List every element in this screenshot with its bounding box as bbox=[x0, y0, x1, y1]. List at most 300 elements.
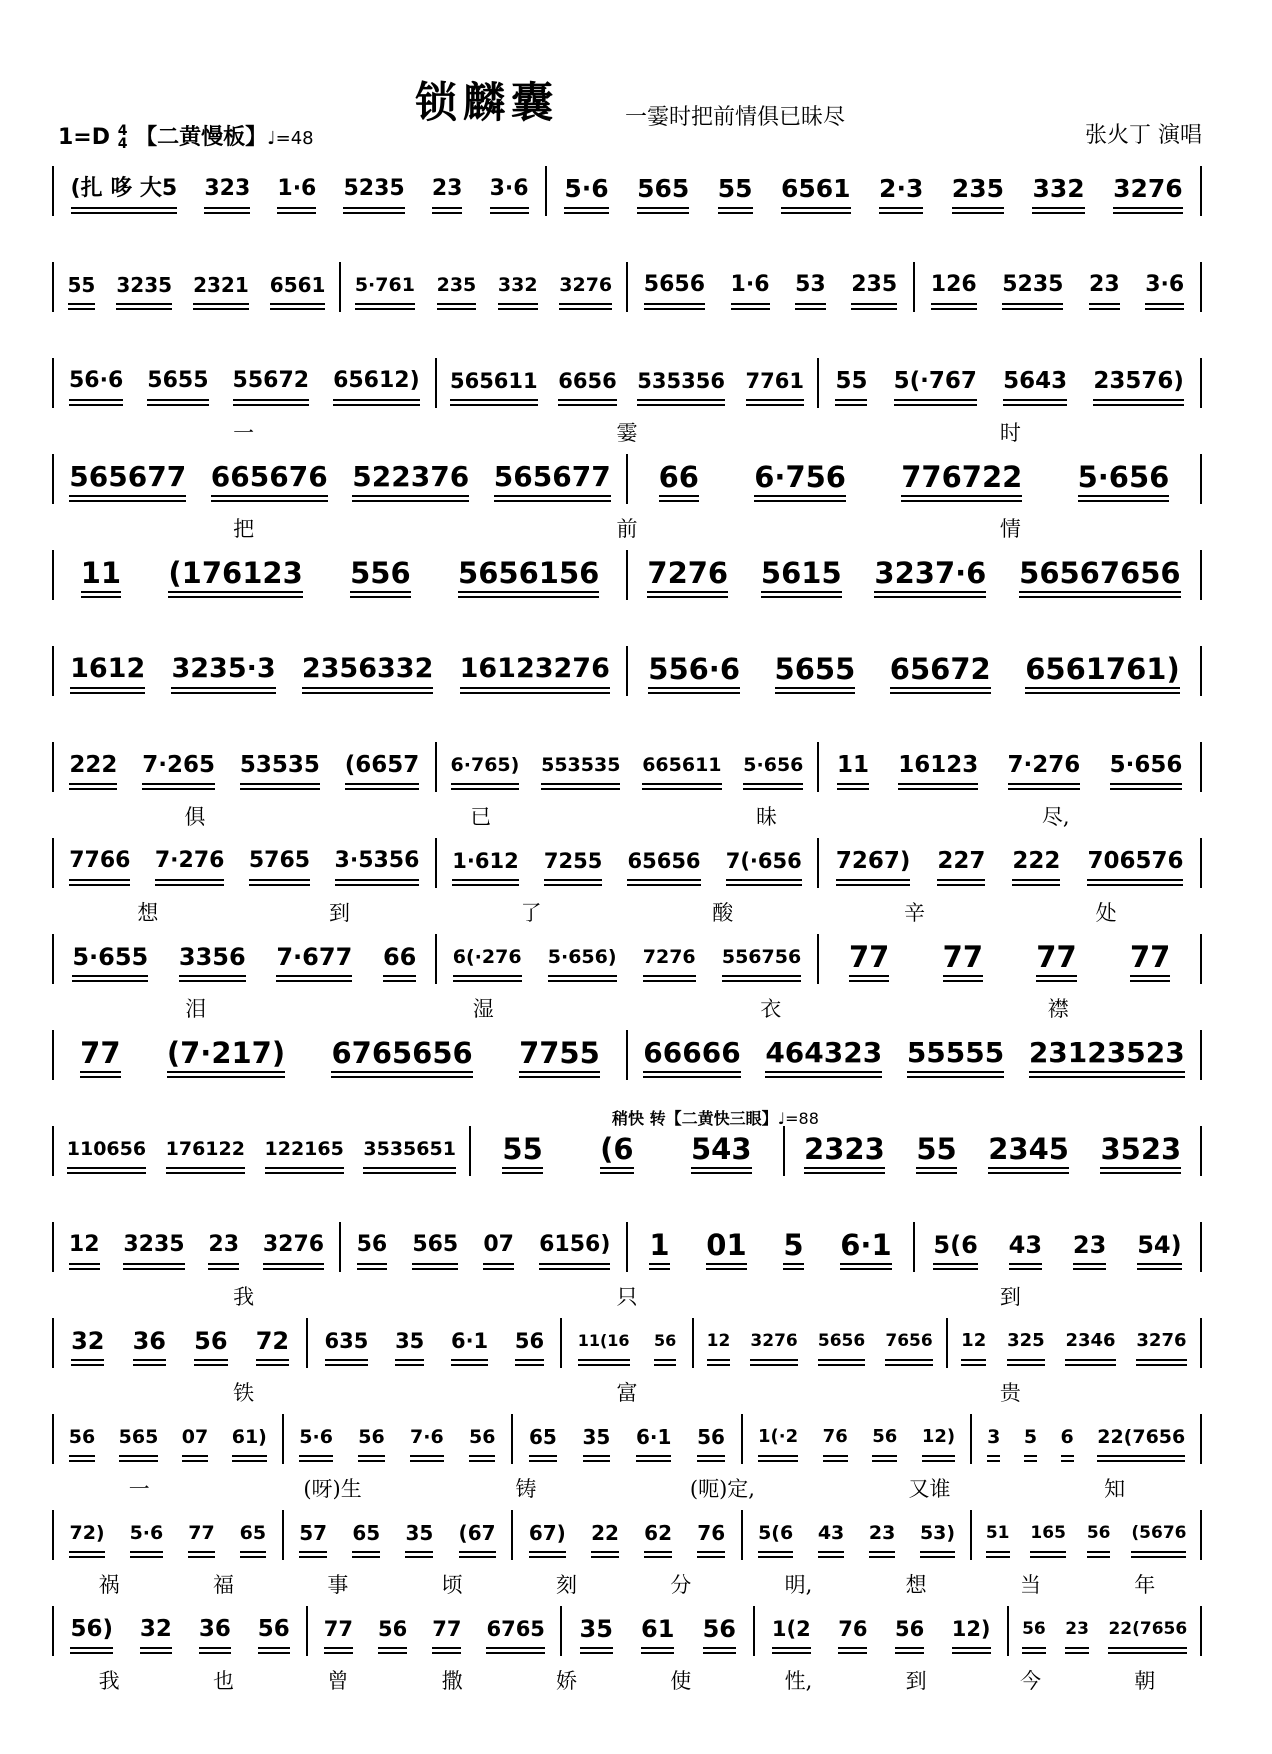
note-beat: 16123276 bbox=[460, 654, 610, 689]
note-beat: 3523 bbox=[1100, 1134, 1181, 1169]
note-beat: 3276 bbox=[750, 1326, 797, 1361]
lyric-line bbox=[52, 1474, 1202, 1502]
note-beat: 77 bbox=[432, 1614, 461, 1649]
note-beat: 3276 bbox=[263, 1230, 324, 1265]
note-beat: 36 bbox=[199, 1614, 231, 1649]
note-beat: 5765 bbox=[249, 846, 310, 881]
note-beat: 3535651 bbox=[363, 1134, 456, 1169]
note-beat: 65 bbox=[352, 1518, 380, 1553]
note-beat: 22 bbox=[591, 1518, 619, 1553]
measure bbox=[54, 454, 626, 504]
note-beat: 3·6 bbox=[1145, 270, 1184, 305]
note-beat: 61 bbox=[641, 1614, 674, 1649]
note-beat: 1(·2 bbox=[758, 1422, 798, 1457]
score-system bbox=[52, 928, 1202, 1024]
lyric-syllable: 贵 bbox=[999, 1381, 1021, 1405]
lyric-line bbox=[52, 514, 1202, 542]
measure bbox=[339, 262, 626, 312]
score-system bbox=[52, 1504, 1202, 1600]
note-beat: 57 bbox=[299, 1518, 327, 1553]
note-beat: 464323 bbox=[765, 1038, 882, 1073]
note-beat: 6561 bbox=[781, 174, 851, 209]
note-beat: 53 bbox=[795, 270, 826, 305]
note-beat: 77 bbox=[324, 1614, 353, 1649]
mode-label: 【二黄慢板】 bbox=[135, 125, 268, 150]
lyric-syllable: 娇 bbox=[555, 1669, 577, 1693]
note-beat: 12 bbox=[69, 1230, 100, 1265]
note-beat: 3·5356 bbox=[335, 846, 420, 881]
measure bbox=[913, 1222, 1200, 1272]
note-beat: 77 bbox=[849, 942, 889, 977]
note-beat: 6·1 bbox=[451, 1326, 488, 1361]
lyric-syllable: 分 bbox=[670, 1573, 692, 1597]
note-beat: 332 bbox=[498, 270, 538, 305]
lyric-syllable: 知 bbox=[1104, 1477, 1126, 1501]
note-beat: 7267) bbox=[836, 846, 911, 881]
note-beat: 7255 bbox=[544, 846, 602, 881]
score-system bbox=[52, 1216, 1202, 1312]
tempo-marking: ♩=48 bbox=[267, 128, 314, 149]
note-beat: 53) bbox=[920, 1518, 955, 1553]
note-beat: 556 bbox=[350, 558, 411, 593]
measure bbox=[913, 262, 1200, 312]
measure bbox=[54, 1222, 339, 1272]
note-beat: 77 bbox=[80, 1038, 120, 1073]
note-beat: 7·6 bbox=[410, 1422, 444, 1457]
note-beat: 7656 bbox=[885, 1326, 932, 1361]
measure bbox=[54, 1510, 282, 1560]
note-beat: 32 bbox=[140, 1614, 172, 1649]
note-beat: 66666 bbox=[643, 1038, 740, 1073]
note-beat: 76 bbox=[838, 1614, 867, 1649]
note-beat: (6 bbox=[600, 1134, 633, 1169]
lyric-syllable: 襟 bbox=[1047, 997, 1069, 1021]
note-beat: 67) bbox=[529, 1518, 566, 1553]
note-beat: 565 bbox=[119, 1422, 159, 1457]
measure bbox=[970, 1414, 1200, 1464]
note-beat: 3·6 bbox=[490, 174, 529, 209]
lyric-syllable: 使 bbox=[670, 1669, 692, 1693]
score-system bbox=[52, 544, 1202, 640]
note-beat: 2356332 bbox=[302, 654, 434, 689]
measure bbox=[54, 742, 435, 792]
lyric-syllable: 湿 bbox=[472, 997, 494, 1021]
note-beat: 1 bbox=[649, 1230, 669, 1265]
note-beat: 565677 bbox=[69, 462, 186, 497]
lyric-syllable: 事 bbox=[327, 1573, 349, 1597]
note-beat: 07 bbox=[483, 1230, 514, 1265]
note-beat: 36 bbox=[133, 1326, 166, 1361]
note-beat: 56 bbox=[515, 1326, 544, 1361]
note-beat: 66 bbox=[383, 942, 416, 977]
note-beat: 7·265 bbox=[142, 750, 215, 785]
note-beat: 5 bbox=[1024, 1422, 1037, 1457]
measure bbox=[626, 1222, 913, 1272]
note-beat: 43 bbox=[1009, 1230, 1042, 1265]
note-beat: 35 bbox=[395, 1326, 424, 1361]
note-beat: 23123523 bbox=[1029, 1038, 1185, 1073]
score-system bbox=[52, 256, 1202, 352]
measure bbox=[741, 1414, 971, 1464]
note-beat: 3235·3 bbox=[171, 654, 275, 689]
lyric-syllable: 铁 bbox=[233, 1381, 255, 1405]
lyric-line bbox=[52, 418, 1202, 446]
note-beat: 332 bbox=[1032, 174, 1084, 209]
music-staff bbox=[52, 1126, 1202, 1176]
note-beat: (6657 bbox=[345, 750, 420, 785]
lyric-syllable: 俱 bbox=[184, 805, 206, 829]
lyric-syllable: (呀)生 bbox=[303, 1477, 362, 1501]
lyric-line bbox=[52, 1282, 1202, 1310]
tempo-change-value: ♩=88 bbox=[777, 1109, 819, 1128]
note-beat: 235 bbox=[437, 270, 477, 305]
note-beat: 5643 bbox=[1003, 366, 1067, 401]
note-beat: 22(7656 bbox=[1108, 1614, 1187, 1649]
note-beat: 56) bbox=[70, 1614, 113, 1649]
note-beat: 35 bbox=[580, 1614, 613, 1649]
measure bbox=[54, 934, 435, 984]
lyric-line bbox=[52, 802, 1202, 830]
measure bbox=[435, 934, 818, 984]
note-beat: 11 bbox=[81, 558, 121, 593]
note-beat: 55672 bbox=[233, 366, 310, 401]
note-beat: 543 bbox=[691, 1134, 752, 1169]
lyric-syllable: 到 bbox=[328, 901, 350, 925]
note-beat: 5655 bbox=[147, 366, 208, 401]
measure bbox=[626, 454, 1200, 504]
lyric-syllable: 年 bbox=[1134, 1573, 1156, 1597]
note-beat: 56567656 bbox=[1019, 558, 1180, 593]
note-beat: 7·276 bbox=[1008, 750, 1081, 785]
note-beat: 5·6 bbox=[130, 1518, 164, 1553]
note-beat: 776722 bbox=[901, 462, 1022, 497]
note-beat: 176122 bbox=[166, 1134, 245, 1169]
lyric-syllable: 了 bbox=[520, 901, 542, 925]
note-beat: 56 bbox=[378, 1614, 407, 1649]
note-beat: 23 bbox=[1065, 1614, 1089, 1649]
note-beat: 23 bbox=[869, 1518, 895, 1553]
lyric-line bbox=[52, 1570, 1202, 1598]
measure bbox=[54, 1606, 306, 1656]
note-beat: 1612 bbox=[70, 654, 145, 689]
music-staff bbox=[52, 358, 1202, 408]
lyric-syllable: 铸 bbox=[515, 1477, 537, 1501]
meter-bottom: 4 bbox=[117, 136, 128, 152]
note-beat: 6·765) bbox=[451, 750, 520, 785]
note-beat: 5(·767 bbox=[894, 366, 977, 401]
time-signature bbox=[118, 125, 128, 151]
lyric-syllable: 我 bbox=[98, 1669, 120, 1693]
lyric-syllable: 撒 bbox=[441, 1669, 463, 1693]
note-beat: 12 bbox=[707, 1326, 731, 1361]
note-beat: 2345 bbox=[988, 1134, 1069, 1169]
lyric-syllable: 辛 bbox=[903, 901, 925, 925]
note-beat: 3276 bbox=[559, 270, 612, 305]
score-system bbox=[52, 448, 1202, 544]
measure bbox=[817, 742, 1200, 792]
note-beat: 323 bbox=[204, 174, 250, 209]
lyric-syllable: 时 bbox=[999, 421, 1021, 445]
note-beat: 5656 bbox=[818, 1326, 865, 1361]
note-beat: 55555 bbox=[907, 1038, 1004, 1073]
note-beat: 7276 bbox=[643, 942, 696, 977]
note-beat: 5·761 bbox=[355, 270, 415, 305]
lyric-syllable: (呃)定, bbox=[689, 1477, 755, 1501]
note-beat: 3235 bbox=[116, 270, 172, 305]
measure bbox=[817, 358, 1200, 408]
measure bbox=[783, 1126, 1200, 1176]
note-beat: 6156) bbox=[539, 1230, 610, 1265]
note-beat: 553535 bbox=[541, 750, 620, 785]
note-beat: 61) bbox=[232, 1422, 267, 1457]
note-beat: 5615 bbox=[761, 558, 842, 593]
song-title: 锁麟囊 bbox=[415, 78, 560, 127]
note-beat: 5235 bbox=[343, 174, 404, 209]
note-beat: 222 bbox=[69, 750, 117, 785]
lyric-line bbox=[52, 898, 1202, 926]
note-beat: 1·6 bbox=[731, 270, 770, 305]
note-beat: 5·6 bbox=[564, 174, 608, 209]
note-beat: 1·612 bbox=[452, 846, 518, 881]
note-beat: 23 bbox=[1089, 270, 1120, 305]
measure bbox=[435, 742, 818, 792]
measure bbox=[817, 838, 1200, 888]
note-beat: 3235 bbox=[123, 1230, 184, 1265]
note-beat: 77 bbox=[188, 1518, 214, 1553]
measure bbox=[626, 550, 1200, 600]
music-staff bbox=[52, 1510, 1202, 1560]
tempo-change-label: 稍快 转【二黄快三眼】 bbox=[612, 1109, 778, 1128]
score-system bbox=[52, 1600, 1202, 1696]
measure bbox=[54, 1126, 469, 1176]
measure bbox=[753, 1606, 1007, 1656]
lyric-syllable: 昧 bbox=[756, 805, 778, 829]
lyric-syllable: 当 bbox=[1019, 1573, 1041, 1597]
music-staff bbox=[52, 550, 1202, 600]
lyric-syllable: 到 bbox=[999, 1285, 1021, 1309]
note-beat: 07 bbox=[182, 1422, 208, 1457]
measure bbox=[469, 1126, 784, 1176]
note-beat: (176123 bbox=[168, 558, 302, 593]
note-beat: 55 bbox=[718, 174, 753, 209]
note-beat: 110656 bbox=[67, 1134, 146, 1169]
measure bbox=[54, 1318, 306, 1368]
note-beat: 5656 bbox=[644, 270, 705, 305]
note-beat: 6561761) bbox=[1025, 654, 1180, 689]
note-beat: 7755 bbox=[519, 1038, 600, 1073]
note-beat: 76 bbox=[697, 1518, 725, 1553]
lyric-syllable: 只 bbox=[616, 1285, 638, 1309]
note-beat: 7·677 bbox=[276, 942, 352, 977]
note-beat: 5655 bbox=[775, 654, 856, 689]
note-beat: 535356 bbox=[637, 366, 725, 401]
note-beat: 5 bbox=[783, 1230, 803, 1265]
note-beat: 56 bbox=[69, 1422, 95, 1457]
note-beat: 5·656 bbox=[743, 750, 803, 785]
score-system bbox=[52, 1408, 1202, 1504]
note-beat: 12 bbox=[961, 1326, 986, 1361]
note-beat: 6·1 bbox=[636, 1422, 671, 1457]
music-staff bbox=[52, 742, 1202, 792]
note-beat: 22(7656 bbox=[1097, 1422, 1185, 1457]
note-beat: 72 bbox=[256, 1326, 289, 1361]
measure bbox=[946, 1318, 1200, 1368]
measure bbox=[54, 1414, 282, 1464]
meter-top: 4 bbox=[117, 123, 128, 139]
note-beat: 165 bbox=[1030, 1518, 1066, 1553]
note-beat: 53535 bbox=[240, 750, 320, 785]
note-beat: 56 bbox=[654, 1326, 676, 1361]
note-beat: 6 bbox=[1061, 1422, 1074, 1457]
note-beat: 56·6 bbox=[69, 366, 123, 401]
lyric-syllable: 也 bbox=[212, 1669, 234, 1693]
lyric-syllable: 酸 bbox=[712, 901, 734, 925]
measure bbox=[511, 1414, 741, 1464]
note-beat: 6561 bbox=[270, 270, 326, 305]
measure bbox=[626, 262, 913, 312]
note-beat: 65 bbox=[240, 1518, 266, 1553]
note-beat: 556·6 bbox=[648, 654, 740, 689]
note-beat: 3276 bbox=[1136, 1326, 1186, 1361]
note-beat: 56 bbox=[469, 1422, 495, 1457]
aria-subtitle: 一霎时把前情俱已昧尽 bbox=[625, 105, 846, 130]
lyric-syllable: 想 bbox=[137, 901, 159, 925]
note-beat: 7(·656 bbox=[726, 846, 802, 881]
note-beat: 7761 bbox=[746, 366, 804, 401]
note-beat: 01 bbox=[706, 1230, 746, 1265]
score-system bbox=[52, 736, 1202, 832]
note-beat: 7·276 bbox=[155, 846, 225, 881]
measure bbox=[626, 646, 1200, 696]
lyric-syllable: 祸 bbox=[98, 1573, 120, 1597]
note-beat: 55 bbox=[502, 1134, 542, 1169]
note-beat: 77 bbox=[1130, 942, 1170, 977]
note-beat: 55 bbox=[835, 366, 867, 401]
measure bbox=[282, 1510, 512, 1560]
note-beat: 1(2 bbox=[772, 1614, 811, 1649]
measure bbox=[54, 646, 626, 696]
lyric-syllable: 刻 bbox=[555, 1573, 577, 1597]
lyric-syllable: 明, bbox=[784, 1573, 813, 1597]
note-beat: 235 bbox=[952, 174, 1004, 209]
lyric-syllable: 霎 bbox=[616, 421, 638, 445]
note-beat: (5676 bbox=[1131, 1518, 1186, 1553]
note-beat: 11 bbox=[837, 750, 869, 785]
music-staff bbox=[52, 1414, 1202, 1464]
music-staff bbox=[52, 454, 1202, 504]
note-beat: 3 bbox=[987, 1422, 1000, 1457]
note-beat: (扎 哆 大5 bbox=[71, 174, 178, 209]
note-beat: 5235 bbox=[1002, 270, 1063, 305]
note-beat: 5·656) bbox=[548, 942, 617, 977]
lyric-syllable: 性, bbox=[784, 1669, 813, 1693]
note-beat: 635 bbox=[325, 1326, 369, 1361]
note-beat: 3356 bbox=[179, 942, 246, 977]
measure bbox=[54, 838, 435, 888]
music-staff bbox=[52, 1030, 1202, 1080]
note-beat: 56 bbox=[703, 1614, 736, 1649]
note-beat: 565677 bbox=[494, 462, 611, 497]
measure bbox=[1007, 1606, 1200, 1656]
note-beat: 5·655 bbox=[72, 942, 148, 977]
note-beat: 3237·6 bbox=[874, 558, 986, 593]
note-beat: 5656156 bbox=[458, 558, 599, 593]
note-beat: 665676 bbox=[211, 462, 328, 497]
note-beat: 2346 bbox=[1065, 1326, 1115, 1361]
note-beat: 5·656 bbox=[1078, 462, 1170, 497]
note-beat: 56 bbox=[258, 1614, 290, 1649]
score-system bbox=[52, 1312, 1202, 1408]
lyric-syllable: 泪 bbox=[185, 997, 207, 1021]
lyric-syllable: 前 bbox=[616, 517, 638, 541]
note-beat: 23 bbox=[208, 1230, 239, 1265]
measure bbox=[741, 1510, 971, 1560]
note-beat: 7276 bbox=[647, 558, 728, 593]
note-beat: 126 bbox=[931, 270, 977, 305]
measure bbox=[54, 358, 435, 408]
lyric-syllable: 一 bbox=[233, 421, 255, 445]
measure bbox=[511, 1510, 741, 1560]
note-beat: 12) bbox=[952, 1614, 991, 1649]
note-beat: 6656 bbox=[558, 366, 616, 401]
measure bbox=[54, 166, 545, 216]
lyric-syllable: 曾 bbox=[327, 1669, 349, 1693]
lyric-syllable: 尽, bbox=[1041, 805, 1070, 829]
lyric-syllable: 今 bbox=[1019, 1669, 1041, 1693]
note-beat: 77 bbox=[1036, 942, 1076, 977]
note-beat: 62 bbox=[644, 1518, 672, 1553]
lyric-line bbox=[52, 1666, 1202, 1694]
note-beat: 565611 bbox=[450, 366, 538, 401]
note-beat: 6(·276 bbox=[453, 942, 522, 977]
note-beat: 665611 bbox=[642, 750, 721, 785]
measure bbox=[339, 1222, 626, 1272]
music-staff bbox=[52, 166, 1202, 216]
measure bbox=[626, 1030, 1200, 1080]
note-beat: 2323 bbox=[804, 1134, 885, 1169]
note-beat: 6765656 bbox=[331, 1038, 472, 1073]
note-beat: 122165 bbox=[265, 1134, 344, 1169]
note-beat: 6·1 bbox=[840, 1230, 891, 1265]
note-beat: 235 bbox=[851, 270, 897, 305]
note-beat: 56 bbox=[895, 1614, 924, 1649]
measure bbox=[692, 1318, 946, 1368]
score-system bbox=[52, 1109, 1202, 1216]
lyric-syllable: 朝 bbox=[1134, 1669, 1156, 1693]
measure bbox=[435, 838, 818, 888]
note-beat: 222 bbox=[1012, 846, 1060, 881]
music-staff bbox=[52, 1606, 1202, 1656]
note-beat: 77 bbox=[943, 942, 983, 977]
music-staff bbox=[52, 646, 1202, 696]
note-beat: 55 bbox=[916, 1134, 956, 1169]
note-beat: 56 bbox=[872, 1422, 897, 1457]
note-beat: 325 bbox=[1007, 1326, 1045, 1361]
note-beat: 56 bbox=[697, 1422, 725, 1457]
note-beat: 76 bbox=[823, 1422, 848, 1457]
lyric-syllable: 我 bbox=[233, 1285, 255, 1309]
note-beat: 2·3 bbox=[879, 174, 923, 209]
note-beat: 56 bbox=[1087, 1518, 1111, 1553]
score-system bbox=[52, 832, 1202, 928]
note-beat: 56 bbox=[1022, 1614, 1046, 1649]
lyric-syllable: 到 bbox=[905, 1669, 927, 1693]
lyric-syllable: 想 bbox=[905, 1573, 927, 1597]
lyric-syllable: 处 bbox=[1095, 901, 1117, 925]
note-beat: 65656 bbox=[627, 846, 700, 881]
music-staff bbox=[52, 1222, 1202, 1272]
measure bbox=[817, 934, 1200, 984]
